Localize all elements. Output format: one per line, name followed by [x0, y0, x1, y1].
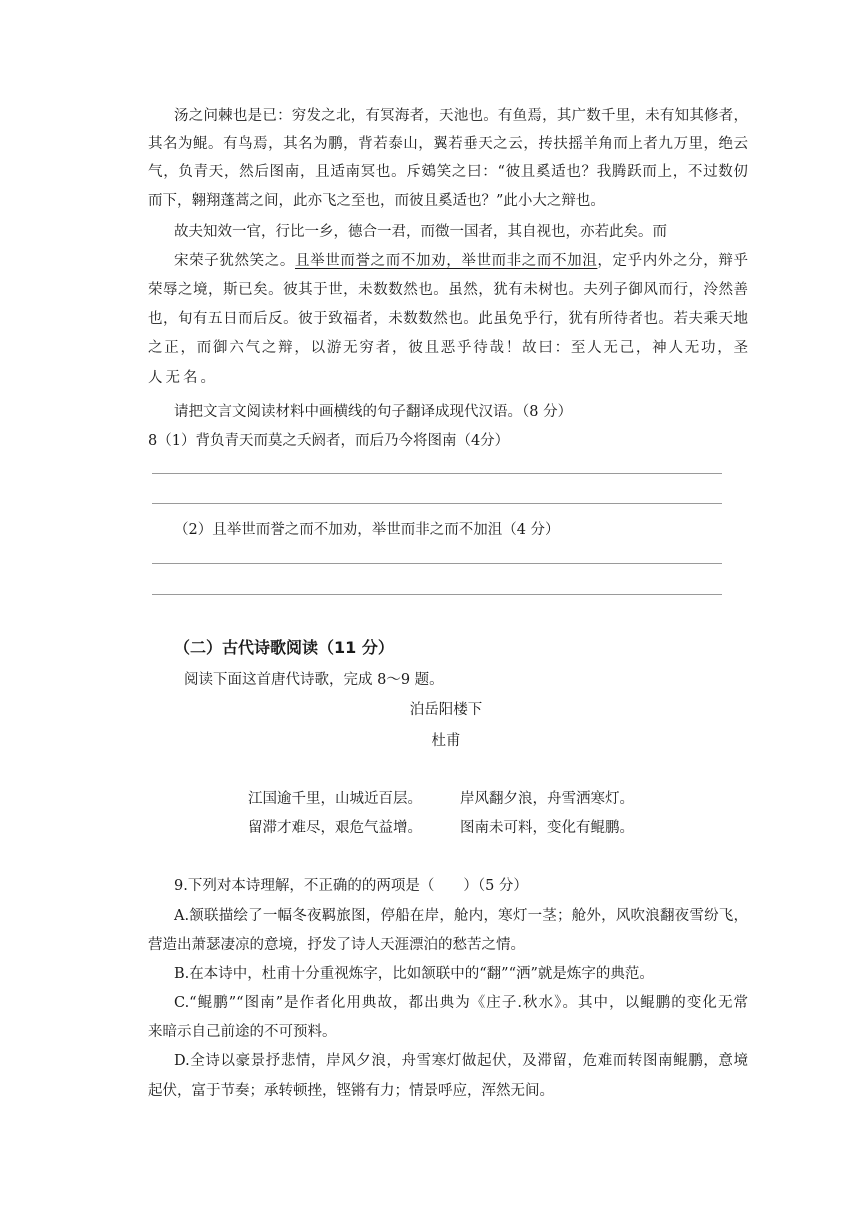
passage-line: 汤之问棘也是已：穷发之北，有冥海者，天池也。有鱼焉，其广数千里，未有知其修者，: [174, 108, 748, 124]
passage-line: 故夫知效一官，行比一乡，德合一君，而徵一国者，其自视也，亦若此矣。而: [174, 224, 667, 240]
q9-option-d-cont: 起伏，富于节奏；承转顿挫，铿锵有力；情景呼应，浑然无间。: [148, 1083, 554, 1099]
q8-instruction: 请把文言文阅读材料中画横线的句子翻译成现代汉语。（8 分）: [174, 404, 573, 420]
section-heading: （二）古代诗歌阅读（11 分）: [174, 638, 394, 657]
passage-text: ，定乎内外之分，辩乎: [597, 253, 749, 269]
passage-line: 其名为鲲。有鸟焉，其名为鹏，背若泰山，翼若垂天之云，抟扶摇羊角而上者九万里，绝云: [148, 136, 748, 152]
passage-line: 气，负青天，然后图南，且适南冥也。斥鴳笑之曰：“彼且奚适也？我腾跃而上，不过数仞: [148, 164, 748, 180]
poem-line: 图南未可料，变化有鲲鹏。: [460, 820, 634, 836]
passage-line: 也，旬有五日而后反。彼于致福者，未数数然也。此虽免乎行，犹有所待者也。若夫乘天地: [148, 311, 748, 327]
q8-item-2: （2）且举世而誉之而不加劝，举世而非之而不加沮（4 分）: [174, 522, 560, 538]
q9-option-a-cont: 营造出萧瑟凄凉的意境，抒发了诗人天涯漂泊的愁苦之情。: [148, 937, 525, 953]
passage-line: 之正，而御六气之辩，以游无穷者，彼且恶乎待哉！故曰：至人无己，神人无功，圣: [148, 340, 748, 356]
passage-line: 而下，翱翔蓬蒿之间，此亦飞之至也，而彼且奚适也？”此小大之辩也。: [148, 193, 605, 209]
passage-line: 荣辱之境，斯已矣。彼其于世，未数数然也。虽然，犹有未树也。夫列子御风而行，泠然善: [148, 282, 748, 298]
q9-option-a: A.颔联描绘了一幅冬夜羁旅图，停船在岸，舱内，寒灯一茎；舱外，风吹浪翻夜雪纷飞，: [174, 908, 748, 924]
passage-line: 人无名。: [148, 370, 218, 386]
underlined-sentence: 且举世而誉之而不加劝，举世而非之而不加沮: [294, 253, 598, 269]
answer-line: [152, 563, 722, 564]
answer-line: [152, 473, 722, 474]
answer-line: [152, 594, 722, 595]
passage-text: 宋荣子犹然笑之。: [174, 253, 295, 269]
q9-option-b: B.在本诗中，杜甫十分重视炼字，比如颔联中的“翻”“洒”就是炼字的典范。: [174, 966, 654, 982]
q9-option-c: C.“鲲鹏”“图南”是作者化用典故，都出典为《庄子.秋水》。其中，以鲲鹏的变化无常: [174, 995, 748, 1011]
q9-option-c-cont: 来暗示自己前途的不可预料。: [148, 1024, 337, 1040]
section-intro: 阅读下面这首唐代诗歌，完成 8～9 题。: [184, 672, 444, 688]
poem-line: 江国逾千里，山城近百层。: [248, 791, 422, 807]
poem-title: 泊岳阳楼下: [409, 702, 483, 718]
q9-stem: 9.下列对本诗理解，不正确的的两项是（ ）（5 分）: [174, 878, 528, 894]
poem-line: 留滞才难尽，艰危气益增。: [248, 820, 422, 836]
answer-line: [152, 503, 722, 504]
q8-item-1: 8（1）背负青天而莫之夭阏者，而后乃今将图南（4分）: [148, 433, 510, 449]
q9-option-d: D.全诗以豪景抒悲情，岸风夕浪，舟雪寒灯做起伏，及滞留，危难而转图南鲲鹏，意境: [174, 1053, 748, 1069]
passage-line-underlined: [174, 251, 748, 271]
poem-author: 杜甫: [431, 733, 461, 749]
poem-line: 岸风翻夕浪，舟雪洒寒灯。: [460, 791, 634, 807]
